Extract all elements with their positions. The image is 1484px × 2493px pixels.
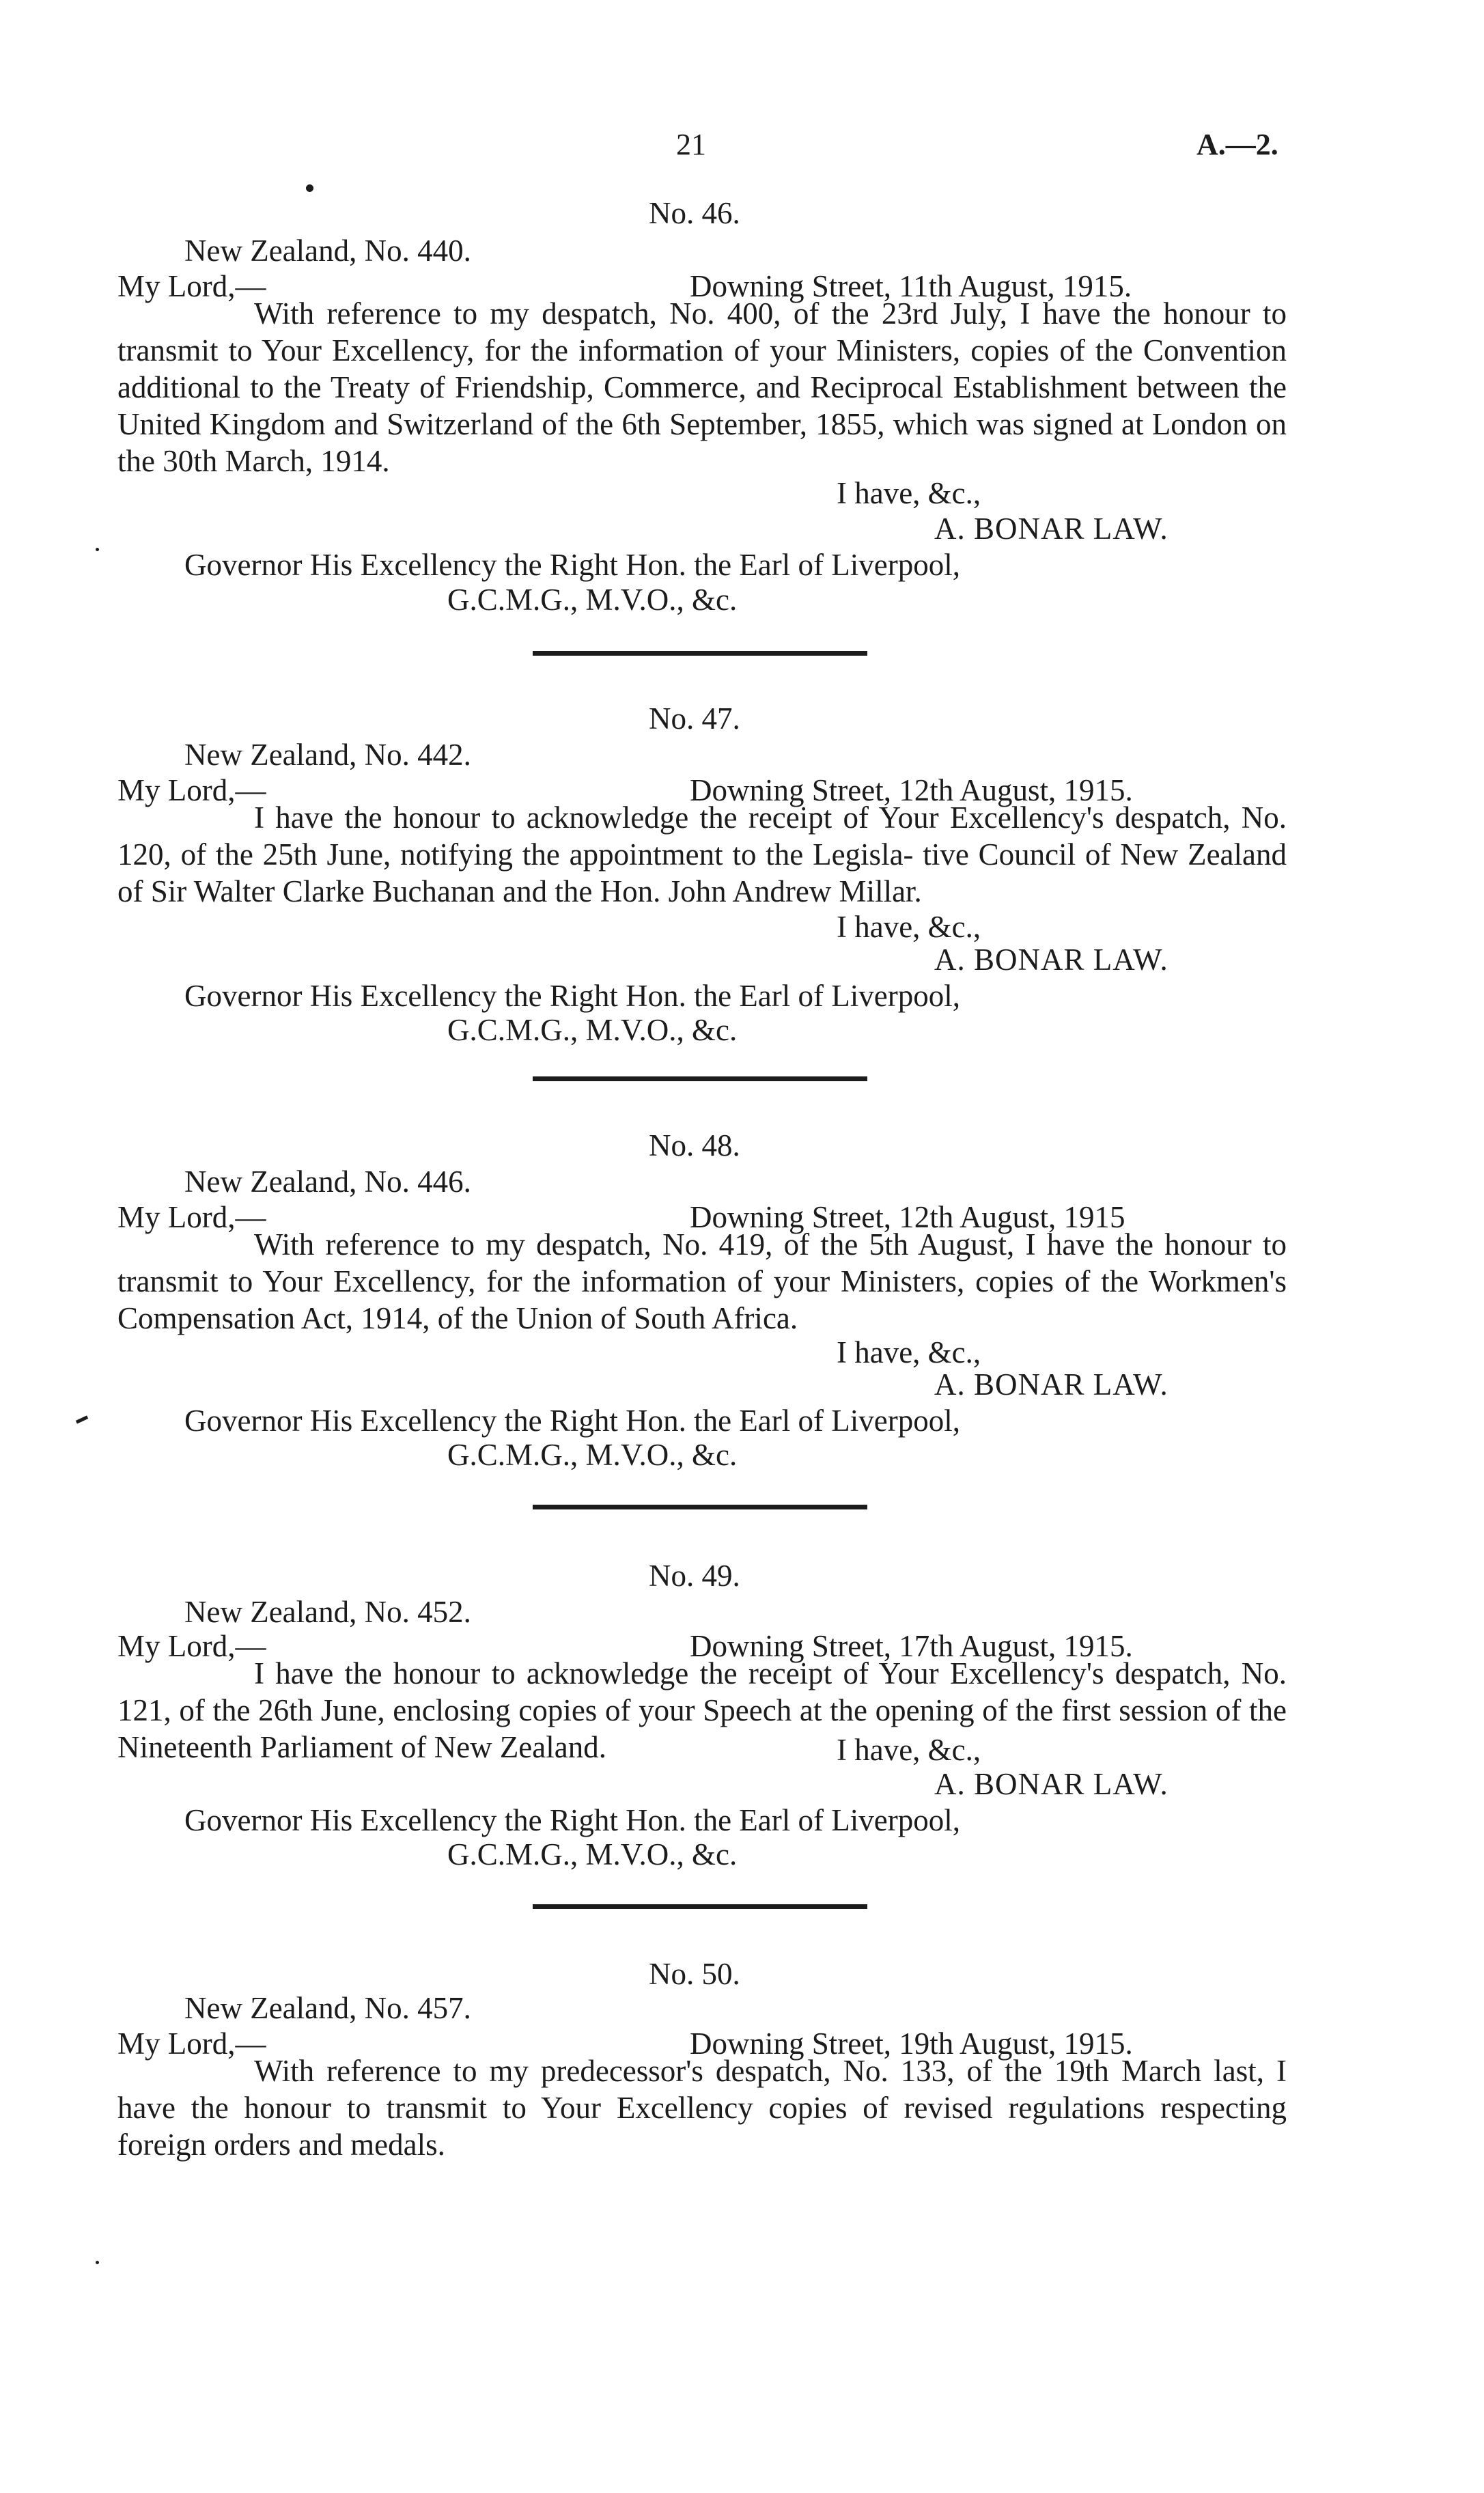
body-line: honour to transmit to Your Excellency, for the information of your Ministers, bbox=[117, 296, 1287, 367]
nz-reference: New Zealand, No. 440. bbox=[184, 234, 471, 268]
nz-reference: New Zealand, No. 446. bbox=[184, 1165, 471, 1199]
signature: A. BONAR LAW. bbox=[934, 1767, 1168, 1801]
honours: G.C.M.G., M.V.O., &c. bbox=[447, 1438, 738, 1472]
addressee: Governor His Excellency the Right Hon. the Earl of Liverpool, bbox=[184, 1803, 960, 1837]
letter-body bbox=[117, 295, 1287, 479]
body-line: I have the honour to acknowledge the receipt of Your Excellency's bbox=[254, 800, 1104, 835]
body-line: the honour to transmit to Your Excellency, for the information of your bbox=[117, 1227, 1287, 1298]
letter-number: No. 46. bbox=[649, 196, 740, 230]
honours: G.C.M.G., M.V.O., &c. bbox=[447, 583, 738, 617]
addressee: Governor His Excellency the Right Hon. the Earl of Liverpool, bbox=[184, 1404, 960, 1438]
letter-number: No. 47. bbox=[649, 701, 740, 736]
body-line: With reference to my despatch, No. 419, of the 5th August, I have bbox=[254, 1227, 1105, 1262]
body-line: I have the honour to acknowledge the receipt of Your Excellency's bbox=[254, 1656, 1104, 1690]
body-line: March last, I have the honour to transmit to Your Excellency copies of revised bbox=[117, 2054, 1287, 2125]
closing: I have, &c., bbox=[837, 1335, 981, 1369]
page-dot-mark bbox=[306, 184, 313, 192]
salutation: My Lord,— bbox=[117, 2027, 266, 2061]
nz-reference: New Zealand, No. 452. bbox=[184, 1595, 471, 1629]
nz-reference: New Zealand, No. 442. bbox=[184, 738, 471, 772]
body-line: copies of the Convention additional to the Treaty of Friendship, Commerce, and bbox=[117, 333, 1287, 404]
letter-body bbox=[117, 1226, 1287, 1337]
body-line: opening of the first session of the Nineteenth Parliament of New Zealand. bbox=[117, 1693, 1287, 1764]
date-line: Downing Street, 12th August, 1915 bbox=[690, 1200, 1125, 1234]
document-reference: A.—2. bbox=[1196, 128, 1278, 161]
section-divider bbox=[533, 1076, 867, 1081]
letter-body bbox=[117, 1655, 1287, 1766]
body-line: 6th September, 1855, which was signed at London on the 30th March, 1914. bbox=[117, 407, 1287, 478]
addressee: Governor His Excellency the Right Hon. the Earl of Liverpool, bbox=[184, 979, 960, 1013]
date-line: Downing Street, 11th August, 1915. bbox=[690, 269, 1132, 303]
closing: I have, &c., bbox=[837, 476, 981, 510]
body-line: despatch, No. 120, of the 25th June, notifying the appointment to the Legisla- bbox=[117, 800, 1287, 872]
margin-mark bbox=[76, 1415, 88, 1423]
addressee: Governor His Excellency the Right Hon. the Earl of Liverpool, bbox=[184, 548, 960, 582]
body-line: With reference to my despatch, No. 400, of the 23rd July, I have the bbox=[254, 296, 1151, 331]
body-line: John Andrew Millar. bbox=[668, 874, 922, 908]
section-divider bbox=[533, 1505, 867, 1509]
signature: A. BONAR LAW. bbox=[934, 943, 1168, 977]
letter-body bbox=[117, 2052, 1287, 2163]
closing: I have, &c., bbox=[837, 1733, 981, 1767]
body-line: Ministers, copies of the Workmen's Compensation Act, 1914, of the Union of bbox=[117, 1264, 1287, 1335]
body-line: Reciprocal Establishment between the United Kingdom and Switzerland of the bbox=[117, 370, 1287, 441]
salutation: My Lord,— bbox=[117, 1200, 266, 1234]
signature: A. BONAR LAW. bbox=[934, 1367, 1168, 1402]
date-line: Downing Street, 12th August, 1915. bbox=[690, 773, 1133, 807]
salutation: My Lord,— bbox=[117, 269, 266, 303]
body-line: regulations respecting foreign orders and medals. bbox=[117, 2091, 1287, 2162]
page-number: 21 bbox=[676, 128, 706, 161]
letter-number: No. 50. bbox=[649, 1957, 740, 1991]
honours: G.C.M.G., M.V.O., &c. bbox=[447, 1837, 738, 1871]
date-line: Downing Street, 19th August, 1915. bbox=[690, 2027, 1133, 2061]
salutation: My Lord,— bbox=[117, 773, 266, 807]
salutation: My Lord,— bbox=[117, 1629, 266, 1663]
nz-reference: New Zealand, No. 457. bbox=[184, 1991, 471, 2025]
honours: G.C.M.G., M.V.O., &c. bbox=[447, 1013, 738, 1047]
date-line: Downing Street, 17th August, 1915. bbox=[690, 1629, 1133, 1663]
margin-speck bbox=[96, 2261, 99, 2264]
body-line: With reference to my predecessor's despatch, No. 133, of the 19th bbox=[254, 2054, 1109, 2088]
section-divider bbox=[533, 1904, 867, 1909]
body-line: despatch, No. 121, of the 26th June, enclosing copies of your Speech at the bbox=[117, 1656, 1287, 1727]
body-line: South Africa. bbox=[634, 1301, 798, 1335]
body-line: tive Council of New Zealand of Sir Walter Clarke Buchanan and the Hon. bbox=[117, 837, 1287, 908]
margin-speck bbox=[96, 548, 99, 551]
letter-number: No. 49. bbox=[649, 1559, 740, 1593]
letter-body bbox=[117, 799, 1287, 910]
signature: A. BONAR LAW. bbox=[934, 512, 1168, 546]
section-divider bbox=[533, 651, 867, 656]
closing: I have, &c., bbox=[837, 910, 981, 944]
letter-number: No. 48. bbox=[649, 1128, 740, 1162]
